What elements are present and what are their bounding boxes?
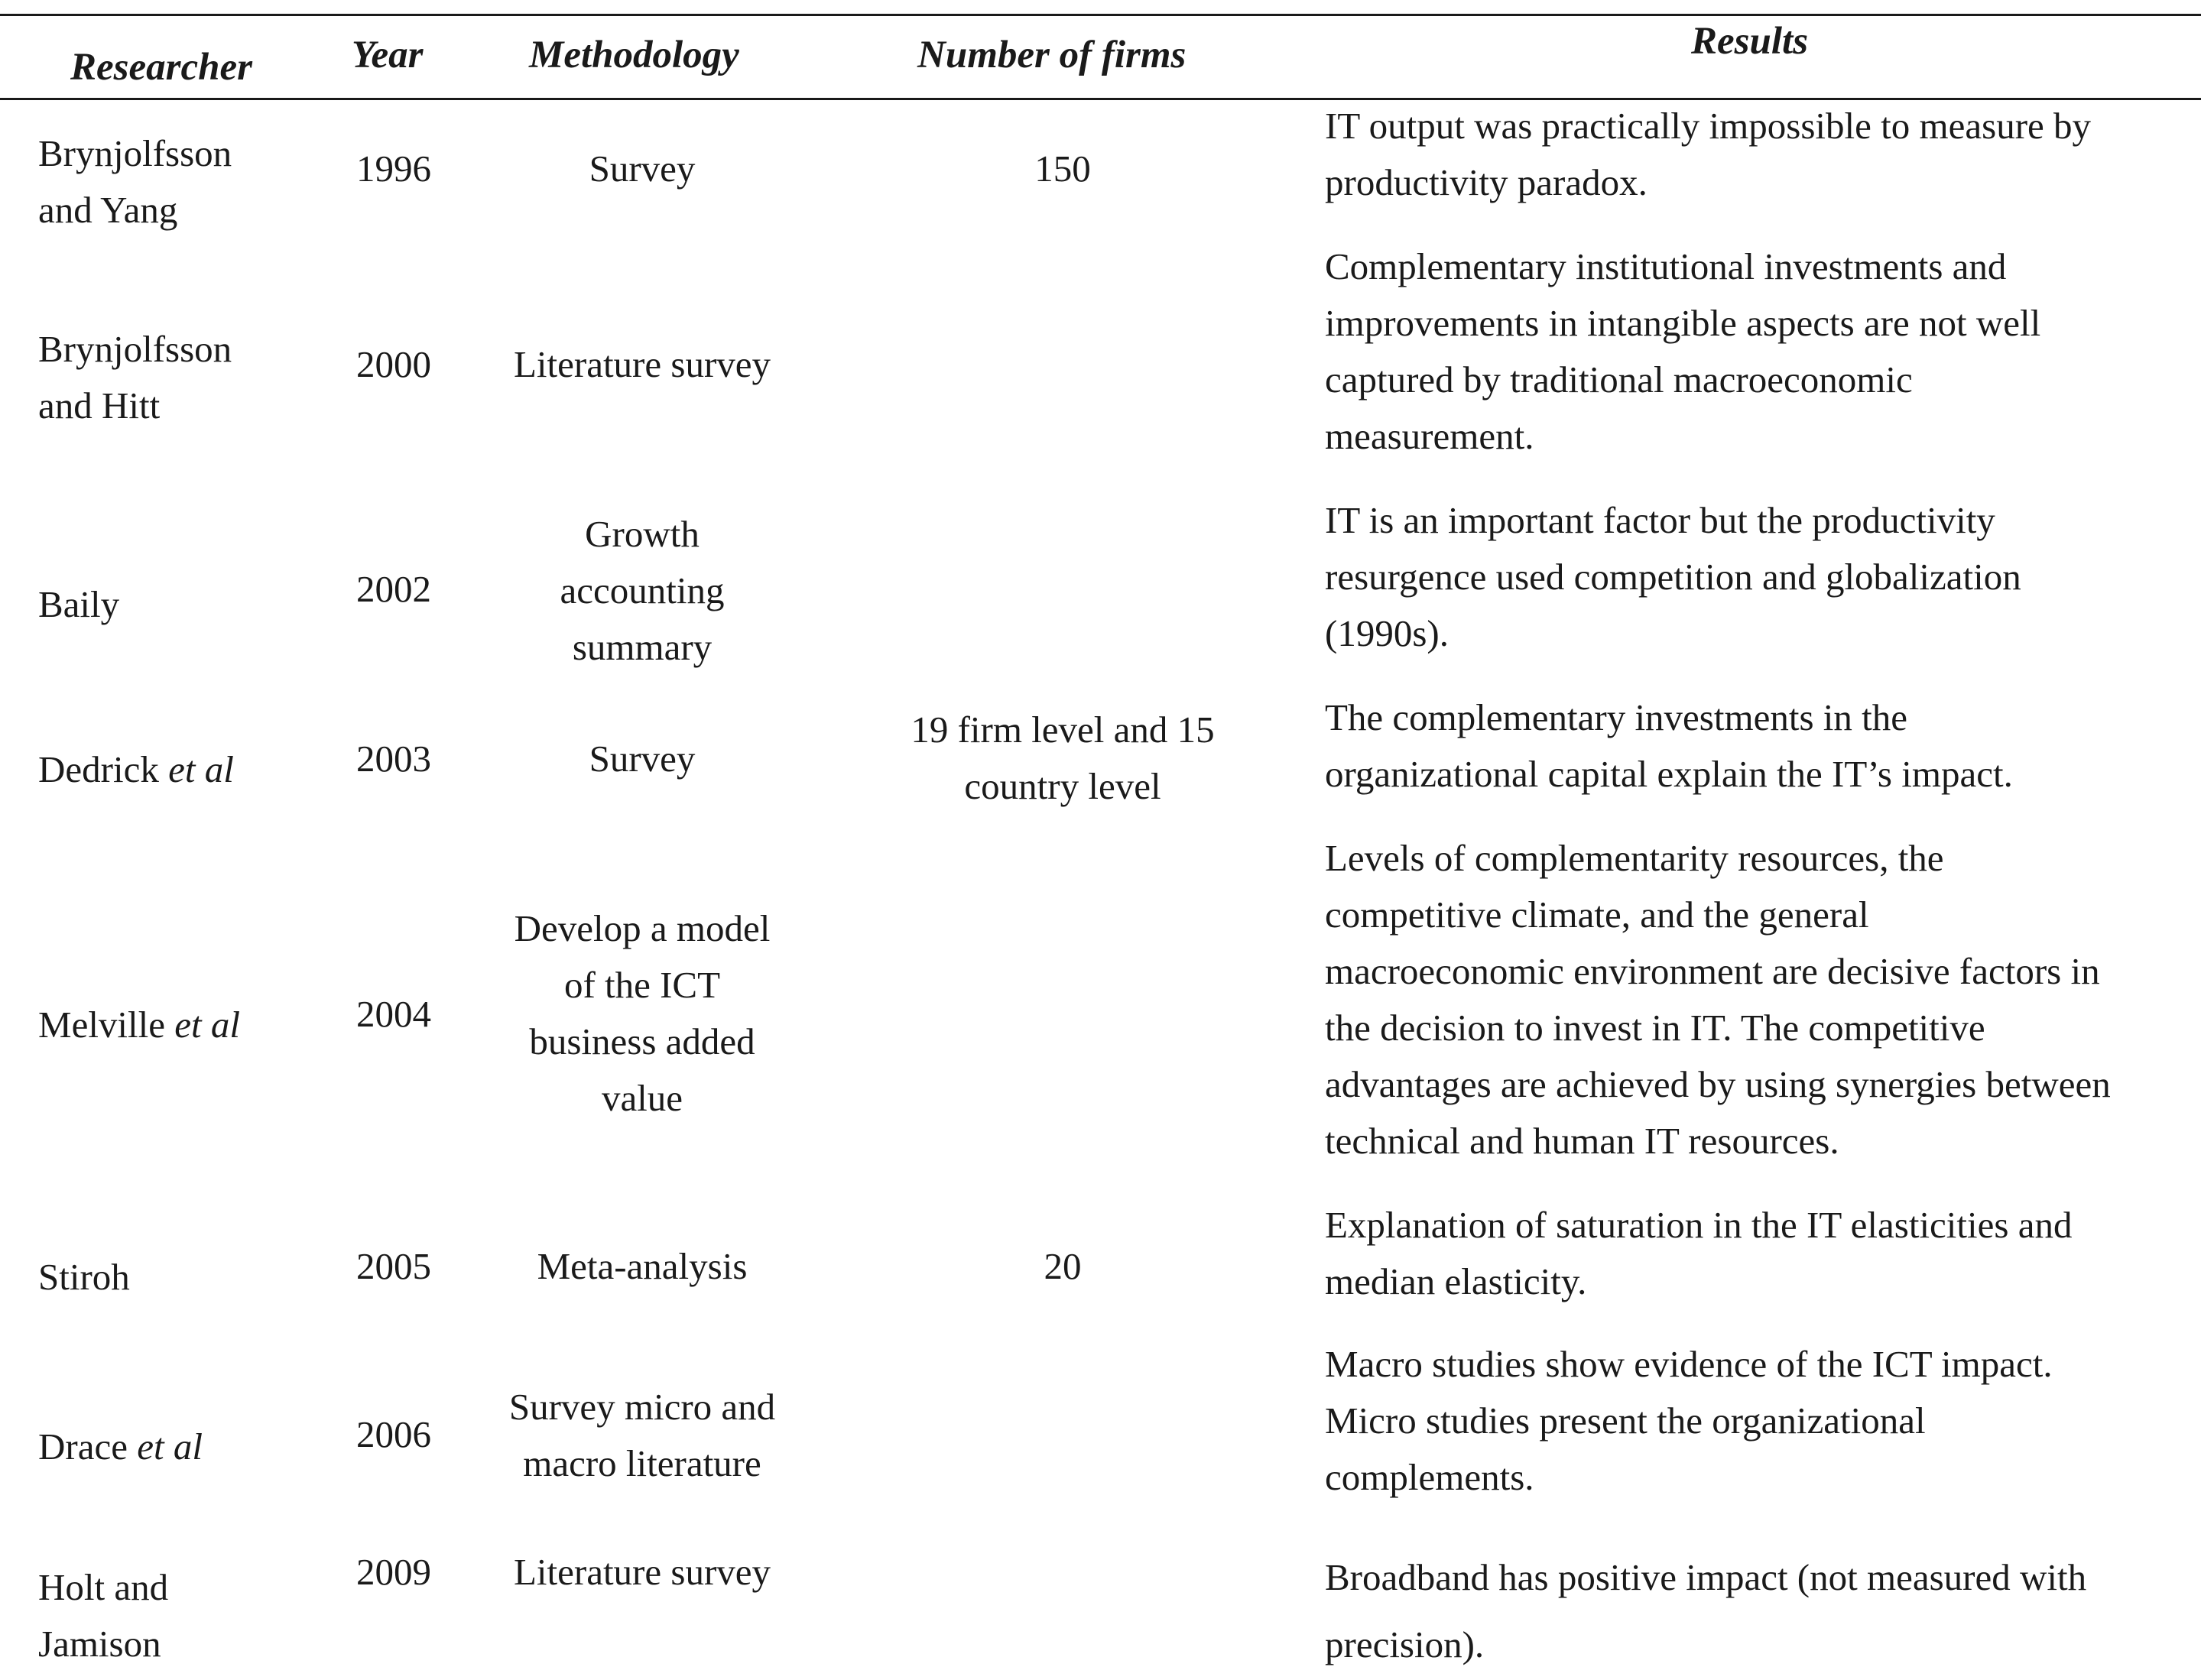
researcher-cell	[38, 741, 344, 798]
methodology-cell: Growth accounting summary	[560, 513, 725, 668]
firms-cell: 19 firm level and 15 country level	[911, 709, 1215, 807]
year-cell: 2003	[356, 738, 431, 780]
methodology-cell: Survey micro and macro literature	[508, 1386, 776, 1484]
header-methodology: Methodology	[529, 34, 739, 76]
methodology-cell: Meta-analysis	[537, 1245, 748, 1287]
researcher-cell: Baily	[38, 583, 120, 625]
methodology-cell: Survey	[589, 738, 696, 780]
results-cell: Levels of complementarity resources, the competitive climate, and the general macroeconomic environment are decisive factors in the decision to invest in IT. The competitive advantages are achieved by using synergies between technical and human IT resources.	[1325, 837, 2111, 1162]
researcher-et-al: et al	[165, 1004, 241, 1046]
results-cell: Macro studies show evidence of the ICT impact. Micro studies present the organizational complements.	[1325, 1343, 2053, 1498]
year-cell: 2006	[356, 1413, 431, 1455]
methodology-cell: Survey	[589, 148, 696, 190]
researcher-cell: Brynjolfsson and Yang	[38, 132, 232, 231]
year-cell: 1996	[356, 148, 431, 190]
researcher-cell	[38, 1419, 344, 1475]
researcher-name: Dedrick	[38, 748, 159, 790]
methodology-cell: Develop a model of the ICT business added value	[514, 907, 771, 1119]
year-cell: 2009	[356, 1551, 431, 1593]
table-top-rule	[0, 14, 2201, 16]
results-cell: Complementary institutional investments and improvements in intangible aspects are not well captured by traditional macroeconomic measurement.	[1325, 245, 2041, 457]
header-results: Results	[1691, 20, 1809, 63]
header-number-of-firms: Number of firms	[917, 34, 1187, 76]
year-cell: 2004	[356, 993, 431, 1035]
researcher-cell: Brynjolfsson and Hitt	[38, 328, 232, 426]
results-cell: Explanation of saturation in the IT elasticities and median elasticity.	[1325, 1204, 2073, 1302]
researcher-cell	[38, 997, 344, 1053]
researcher-et-al: et al	[158, 748, 234, 790]
researcher-cell: Holt and Jamison	[38, 1566, 169, 1665]
year-cell: 2002	[356, 568, 431, 610]
results-cell: IT is an important factor but the productivity resurgence used competition and globalization (1990s).	[1325, 499, 2021, 654]
firms-cell: 150	[1034, 148, 1091, 190]
year-cell: 2005	[356, 1245, 431, 1287]
researcher-name: Drace	[38, 1425, 128, 1468]
firms-cell: 20	[1044, 1245, 1082, 1287]
results-cell: Broadband has positive impact (not measured with precision).	[1325, 1556, 2087, 1665]
researcher-cell: Stiroh	[38, 1256, 130, 1298]
results-cell: IT output was practically impossible to measure by productivity paradox.	[1325, 105, 2092, 203]
methodology-cell: Literature survey	[513, 343, 771, 385]
header-year: Year	[352, 34, 424, 76]
methodology-cell: Literature survey	[513, 1551, 771, 1593]
header-researcher: Researcher	[70, 46, 252, 89]
researcher-name: Melville	[38, 1004, 166, 1046]
year-cell: 2000	[356, 343, 431, 385]
results-cell: The complementary investments in the organizational capital explain the IT’s impact.	[1325, 696, 2013, 795]
researcher-et-al: et al	[127, 1425, 203, 1468]
